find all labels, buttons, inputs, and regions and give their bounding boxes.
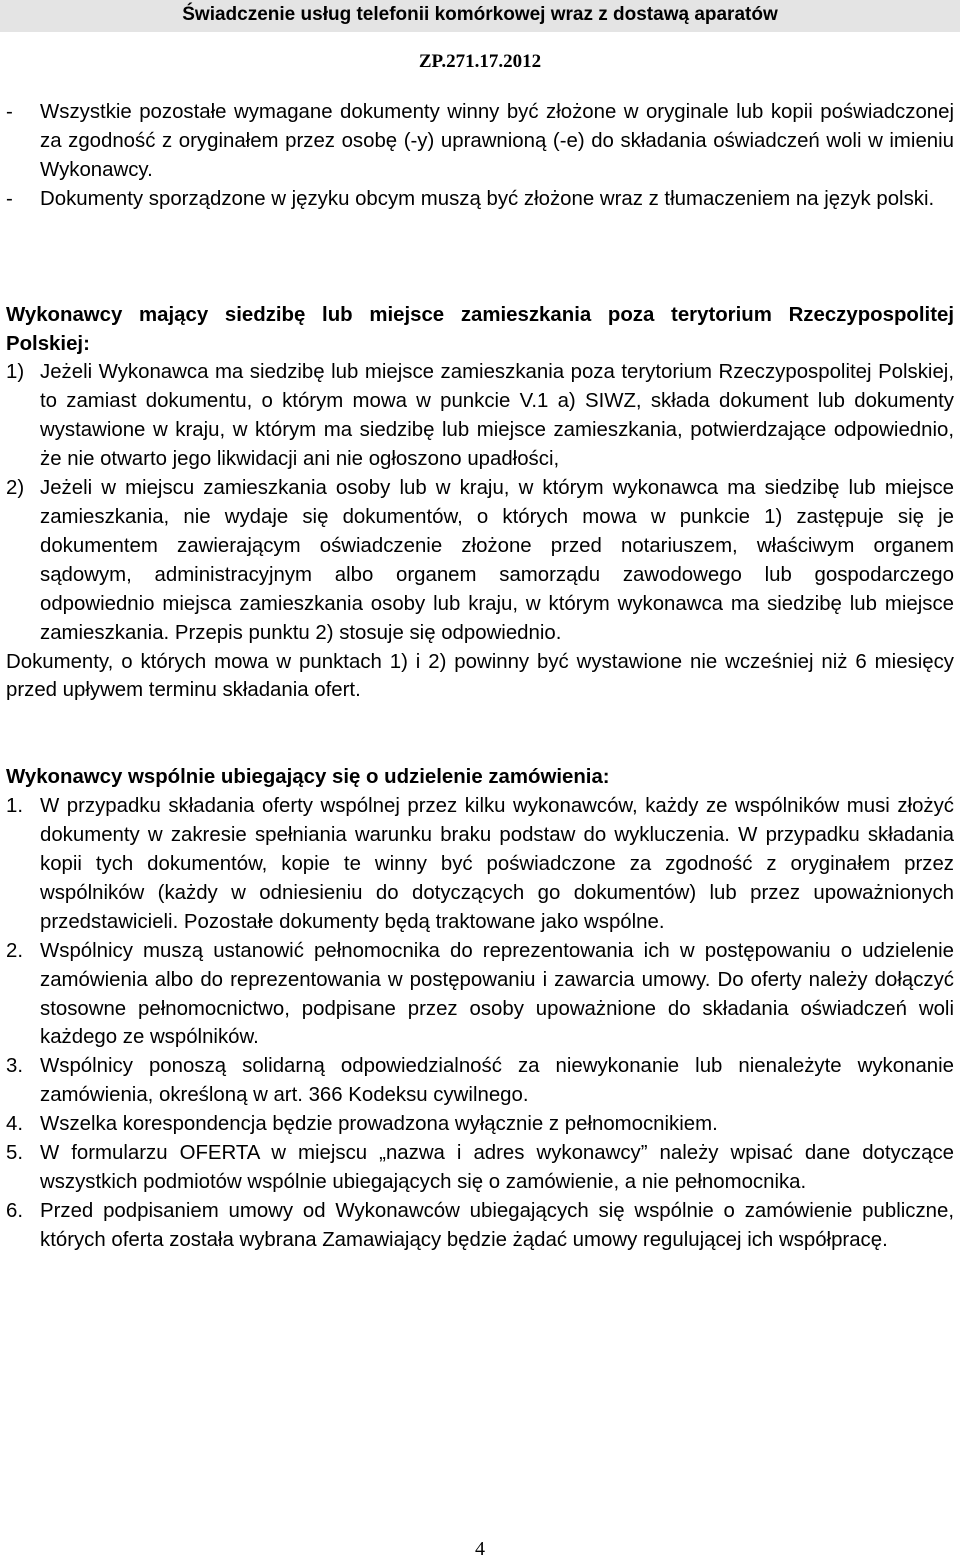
foreign-item xyxy=(6,474,954,647)
joint-item xyxy=(6,1139,954,1197)
list-marker: 6. xyxy=(6,1199,24,1222)
joint-item-text: Wszelka korespondencja będzie prowadzona wyłącznie z pełnomocnikiem. xyxy=(40,1113,718,1136)
joint-item xyxy=(6,937,954,1053)
list-marker: - xyxy=(6,187,13,210)
intro-item xyxy=(6,98,954,185)
foreign-contractors-heading: Wykonawcy mający siedzibę lub miejsce zamieszkania poza terytorium Rzeczypospolitej Polskiej: xyxy=(6,303,954,355)
list-marker: 4. xyxy=(6,1113,24,1136)
foreign-item-text: Jeżeli Wykonawca ma siedzibę lub miejsce zamieszkania poza terytorium Rzeczypospolitej Polskiej, to zamiast dokumentu, o którym mowa w punkcie V.1 a) SIWZ, składa dokument lub dokumenty wystawione w kraju, w którym ma siedzibę lub miejsce zamieszkania, potwierdzające odpowiednio, że nie otwarto jego likwidacji ani nie ogłoszono upadłości, xyxy=(40,361,954,471)
list-marker: - xyxy=(6,101,13,123)
joint-item xyxy=(6,1197,954,1255)
joint-item xyxy=(6,1052,954,1110)
joint-item xyxy=(6,792,954,937)
document-header xyxy=(0,0,960,32)
joint-item-text: Przed podpisaniem umowy od Wykonawców ubiegających się wspólnie o zamówienie publiczne, których oferta została wybrana Zamawiający będzie żądać umowy regulującej ich współpracę. xyxy=(40,1199,954,1251)
list-marker: 2) xyxy=(6,477,25,500)
foreign-item xyxy=(6,358,954,474)
reference-number: ZP.271.17.2012 xyxy=(418,51,542,72)
joint-item-text: Wspólnicy ponoszą solidarną odpowiedzialność za niewykonanie lub nienależyte wykonanie zamówienia, określoną w art. 366 Kodeksu cywilnego. xyxy=(40,1055,954,1107)
list-marker: 3. xyxy=(6,1055,24,1078)
foreign-item-text: Jeżeli w miejscu zamieszkania osoby lub w kraju, w którym wykonawca ma siedzibę lub miejsce zamieszkania, nie wydaje się dokumentów, o których mowa w punkcie 1) zastępuje się je dokumentem zawierającym oświadczenie złożone przed notariuszem, właściwym organem sądowym, administracyjnym albo organem samorządu zawodowego lub gospodarczego odpowiednio miejsca zamieszkania osoby lub kraju, w którym wykonawca ma siedzibę lub miejsce zamieszkania. Przepis punktu 2) stosuje się odpowiednio. xyxy=(40,477,954,644)
list-marker: 1) xyxy=(6,361,25,384)
intro-item-text: Dokumenty sporządzone w języku obcym muszą być złożone wraz z tłumaczeniem na język polski. xyxy=(40,187,935,210)
document-title: Świadczenie usług telefonii komórkowej wraz z dostawą aparatów xyxy=(182,4,778,25)
list-marker: 2. xyxy=(6,939,24,962)
page-number: 4 xyxy=(475,1538,485,1560)
joint-item xyxy=(6,1110,954,1139)
intro-item-text: Wszystkie pozostałe wymagane dokumenty winny być złożone w oryginale lub kopii poświadczonej za zgodność z oryginałem przez osobę (-y) uprawnioną (-e) do składania oświadczeń woli w imieniu Wykonawcy. xyxy=(40,101,954,181)
joint-item-text: W przypadku składania oferty wspólnej przez kilku wykonawców, każdy ze wspólników musi złożyć dokumenty w zakresie spełniania warunku braku podstaw do wykluczenia. W przypadku składania kopii tych dokumentów, kopie te winny być poświadczone za zgodność z oryginałem przez wspólników (każdy w odniesieniu do dotyczących go dokumentów) lub przez upoważnionych przedstawicieli. Pozostałe dokumenty będą traktowane jako wspólne. xyxy=(40,795,954,933)
document-body xyxy=(6,98,954,1255)
foreign-closing-paragraph: Dokumenty, o których mowa w punktach 1) i 2) powinny być wystawione nie wcześniej niż 6 miesięcy przed upływem terminu składania ofert. xyxy=(6,650,954,702)
joint-item-text: Wspólnicy muszą ustanowić pełnomocnika do reprezentowania ich w postępowaniu o udzielenie zamówienia albo do reprezentowania w postępowaniu i zawarcia umowy. Do oferty należy dołączyć stosowne pełnomocnictwo, podpisane przez osoby upoważnione do składania oświadczeń woli każdego ze wspólników. xyxy=(40,939,954,1049)
list-marker: 1. xyxy=(6,795,24,818)
intro-item xyxy=(6,185,954,214)
joint-item-text: W formularzu OFERTA w miejscu „nazwa i adres wykonawcy” należy wpisać dane dotyczące wszystkich podmiotów wspólnie ubiegających się o zamówienie, a nie pełnomocnika. xyxy=(40,1142,954,1193)
list-marker: 5. xyxy=(6,1142,24,1165)
joint-contractors-heading: Wykonawcy wspólnie ubiegający się o udzielenie zamówienia: xyxy=(6,766,610,789)
